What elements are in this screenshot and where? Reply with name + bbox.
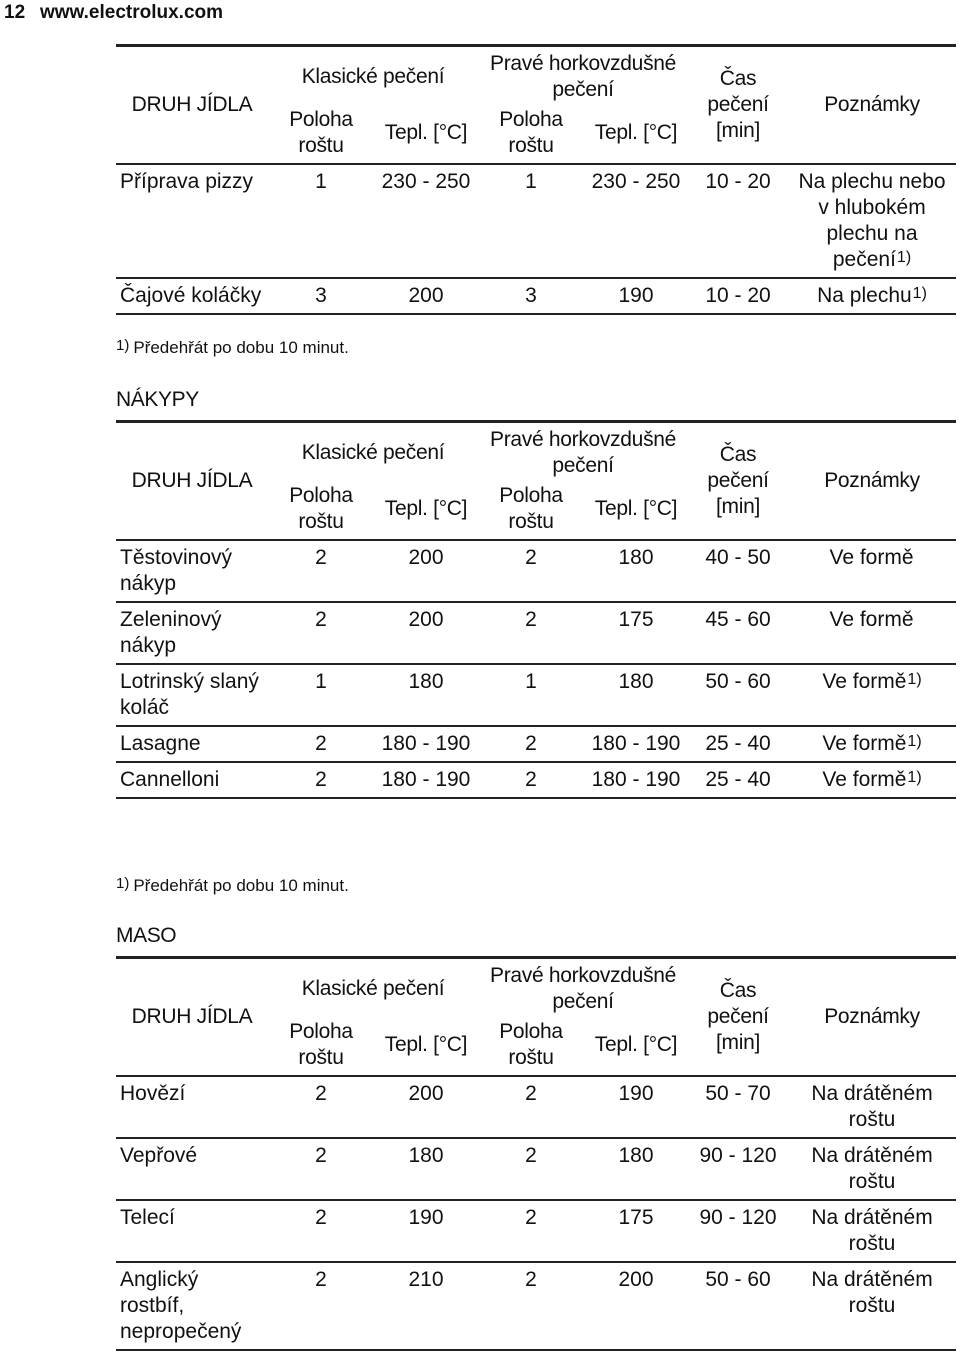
page-header [4, 0, 223, 26]
dish-name: Telecí [120, 1206, 175, 1229]
shelf-position: 2 [315, 1206, 327, 1229]
note-text: Na plechu nebo v hlubokém plechu na pečení [798, 170, 946, 271]
footnote [116, 338, 349, 358]
notes-cell [788, 1200, 956, 1262]
baking-time: 45 - 60 [705, 608, 771, 631]
footnote-mark: 1) [116, 337, 130, 354]
shelf-position: 2 [525, 1144, 537, 1167]
temperature: 180 [618, 546, 654, 569]
shelf-position: 2 [525, 608, 537, 631]
footnote-ref: 1) [907, 769, 922, 786]
shelf-position: 1 [315, 170, 327, 193]
baking-table-pizza [116, 44, 956, 315]
notes-header: Poznámky [788, 46, 956, 165]
table-row [116, 602, 956, 664]
temperature: 180 - 190 [381, 768, 471, 791]
temperature: 180 [408, 1144, 444, 1167]
baking-time: 10 - 20 [705, 284, 771, 307]
dish-name: Cannelloni [120, 768, 220, 791]
temperature: 200 [408, 546, 444, 569]
table-row [116, 664, 956, 726]
shelf-position: 2 [315, 1082, 327, 1105]
table-row [116, 164, 956, 278]
site-url: www.electrolux.com [40, 2, 224, 23]
shelf-position: 2 [525, 1082, 537, 1105]
footnote [116, 876, 349, 896]
dish-name: Čajové koláčky [120, 284, 262, 307]
time-header: Čas pečení [min] [688, 422, 788, 541]
footnote-text: Předehřát po dobu 10 minut. [133, 338, 349, 357]
temperature: 175 [618, 608, 654, 631]
true-fan-header: Pravé horkovzdušné pečení [478, 422, 688, 482]
dish-name: Příprava pizzy [120, 170, 254, 193]
table-header [116, 46, 956, 165]
dish-name: Anglický rostbíf, nepropečený [120, 1268, 242, 1343]
shelf-position: 2 [315, 768, 327, 791]
shelf-position: 3 [315, 284, 327, 307]
notes-cell [788, 540, 956, 602]
note-text: Ve formě [822, 732, 907, 755]
footnote-ref: 1) [896, 249, 912, 266]
temperature: 180 - 190 [591, 732, 681, 755]
shelf-position: 2 [315, 608, 327, 631]
shelf-position: 2 [315, 1268, 327, 1291]
notes-cell [788, 664, 956, 726]
baking-time: 25 - 40 [705, 768, 771, 791]
shelf-position: 1 [525, 670, 537, 693]
footnote-text: Předehřát po dobu 10 minut. [133, 876, 349, 895]
shelf-position: 2 [525, 1206, 537, 1229]
table-header [116, 958, 956, 1077]
classic-baking-header: Klasické pečení [268, 422, 478, 482]
time-header: Čas pečení [min] [688, 958, 788, 1077]
temperature-header: Tepl. [°C] [594, 121, 678, 144]
classic-baking-header: Klasické pečení [268, 958, 478, 1018]
temperature: 200 [408, 1082, 444, 1105]
dish-name: Lotrinský slaný koláč [120, 670, 259, 719]
page-number: 12 [4, 2, 26, 23]
notes-header: Poznámky [788, 958, 956, 1077]
temperature-header: Tepl. [°C] [384, 1033, 468, 1056]
dish-name: Hovězí [120, 1082, 186, 1105]
temperature: 230 - 250 [381, 170, 471, 193]
temperature: 200 [408, 284, 444, 307]
shelf-position-header: Poloha roštu [289, 108, 353, 157]
shelf-position-header: Poloha roštu [499, 1020, 563, 1069]
note-text: Ve formě [822, 768, 907, 791]
table-row [116, 726, 956, 762]
note-text: Na drátěném roštu [811, 1082, 933, 1131]
time-header: Čas pečení [min] [688, 46, 788, 165]
note-text: Ve formě [829, 608, 914, 631]
notes-cell [788, 1076, 956, 1138]
temperature: 190 [408, 1206, 444, 1229]
temperature: 175 [618, 1206, 654, 1229]
temperature: 180 [618, 670, 654, 693]
dish-type-header: DRUH JÍDLA [116, 958, 268, 1077]
baking-time: 90 - 120 [699, 1206, 777, 1229]
baking-time: 50 - 60 [705, 1268, 771, 1291]
section-title-casseroles: NÁKYPY [116, 388, 199, 411]
notes-cell [788, 1262, 956, 1350]
temperature-header: Tepl. [°C] [384, 497, 468, 520]
notes-header: Poznámky [788, 422, 956, 541]
baking-time: 40 - 50 [705, 546, 771, 569]
table-row [116, 1200, 956, 1262]
table-row [116, 278, 956, 314]
shelf-position: 2 [315, 1144, 327, 1167]
shelf-position: 3 [525, 284, 537, 307]
notes-cell [788, 726, 956, 762]
shelf-position-header: Poloha roštu [499, 108, 563, 157]
shelf-position: 2 [525, 1268, 537, 1291]
temperature: 180 [618, 1144, 654, 1167]
note-text: Na drátěném roštu [811, 1144, 933, 1193]
notes-cell [788, 164, 956, 278]
baking-time: 50 - 70 [705, 1082, 771, 1105]
baking-table-meat [116, 956, 956, 1351]
shelf-position: 2 [525, 768, 537, 791]
table-row [116, 762, 956, 798]
dish-name: Těstovinový nákyp [120, 546, 233, 595]
table-header [116, 422, 956, 541]
temperature-header: Tepl. [°C] [594, 1033, 678, 1056]
temperature-header: Tepl. [°C] [384, 121, 468, 144]
dish-name: Lasagne [120, 732, 201, 755]
note-text: Na plechu [817, 284, 912, 307]
table-row [116, 1262, 956, 1350]
footnote-ref: 1) [912, 285, 927, 302]
shelf-position-header: Poloha roštu [499, 484, 563, 533]
classic-baking-header: Klasické pečení [268, 46, 478, 106]
footnote-mark: 1) [116, 875, 130, 892]
dish-name: Vepřové [120, 1144, 198, 1167]
temperature: 190 [618, 284, 654, 307]
temperature: 210 [408, 1268, 444, 1291]
dish-name: Zeleninový nákyp [120, 608, 222, 657]
baking-table-casseroles [116, 420, 956, 799]
shelf-position: 2 [525, 546, 537, 569]
temperature: 200 [618, 1268, 654, 1291]
temperature: 190 [618, 1082, 654, 1105]
baking-time: 25 - 40 [705, 732, 771, 755]
true-fan-header: Pravé horkovzdušné pečení [478, 46, 688, 106]
note-text: Na drátěném roštu [811, 1206, 933, 1255]
baking-time: 50 - 60 [705, 670, 771, 693]
shelf-position-header: Poloha roštu [289, 484, 353, 533]
footnote-ref: 1) [907, 671, 922, 688]
temperature: 180 - 190 [591, 768, 681, 791]
note-text: Ve formě [822, 670, 907, 693]
notes-cell [788, 278, 956, 314]
section-title-meat: MASO [116, 924, 177, 947]
baking-time: 90 - 120 [699, 1144, 777, 1167]
shelf-position: 2 [315, 732, 327, 755]
footnote-ref: 1) [907, 733, 922, 750]
dish-type-header: DRUH JÍDLA [116, 422, 268, 541]
shelf-position: 1 [525, 170, 537, 193]
shelf-position-header: Poloha roštu [289, 1020, 353, 1069]
note-text: Ve formě [829, 546, 914, 569]
true-fan-header: Pravé horkovzdušné pečení [478, 958, 688, 1018]
temperature: 200 [408, 608, 444, 631]
dish-type-header: DRUH JÍDLA [116, 46, 268, 165]
notes-cell [788, 602, 956, 664]
table-row [116, 540, 956, 602]
temperature-header: Tepl. [°C] [594, 497, 678, 520]
shelf-position: 1 [315, 670, 327, 693]
temperature: 180 - 190 [381, 732, 471, 755]
temperature: 230 - 250 [591, 170, 681, 193]
notes-cell [788, 762, 956, 798]
note-text: Na drátěném roštu [811, 1268, 933, 1317]
table-row [116, 1138, 956, 1200]
shelf-position: 2 [315, 546, 327, 569]
table-row [116, 1076, 956, 1138]
temperature: 180 [408, 670, 444, 693]
shelf-position: 2 [525, 732, 537, 755]
notes-cell [788, 1138, 956, 1200]
baking-time: 10 - 20 [705, 170, 771, 193]
